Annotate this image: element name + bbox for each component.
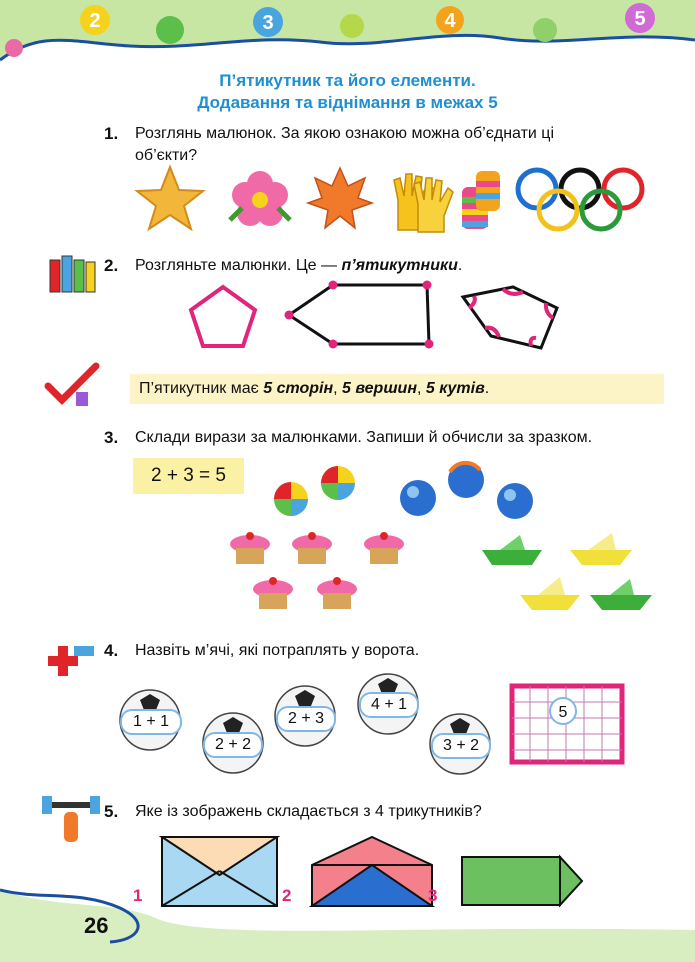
ball-label-3: 2 + 3 <box>276 706 336 732</box>
rule-sep1: , <box>333 380 343 397</box>
task-3-pictures <box>220 455 660 620</box>
striped-ball-image <box>321 466 355 500</box>
task-1-text <box>135 123 665 167</box>
pentagon-with-vertices <box>285 281 434 349</box>
paper-boats-image <box>482 533 652 610</box>
soccer-goal-image <box>512 686 622 762</box>
lesson-title-line2: Додавання та віднімання в межах 5 <box>197 93 498 112</box>
ball-label-1: 1 + 1 <box>120 709 182 735</box>
rule-vertices: 5 вершин <box>342 380 417 397</box>
task-2-text-before: Розгляньте малюнки. Це — <box>135 257 342 274</box>
rule-angles: 5 кутів <box>425 380 485 397</box>
rule-sep2: , <box>416 380 426 397</box>
page-number: 26 <box>84 913 109 938</box>
task-2-number: 2. <box>104 256 119 275</box>
task-1-objects <box>130 165 660 235</box>
header-digit-5: 5 <box>634 8 646 30</box>
example-expression: 2 + 3 = 5 <box>150 465 226 486</box>
cupcakes-image <box>230 532 404 609</box>
option-label-2: 2 <box>282 886 292 905</box>
rule-prefix: П’ятикутник має <box>139 380 264 397</box>
task-3-number: 3. <box>104 428 119 447</box>
task-5-number: 5. <box>104 802 119 821</box>
olympic-rings-image <box>518 170 642 229</box>
pencils-icon <box>48 252 98 300</box>
soccer-balls-and-goal <box>110 670 640 780</box>
task-2-keyword: п’ятикутники <box>341 257 458 274</box>
task-3-text: Склади вирази за малюнками. Запиши й обчисли за зразком. <box>135 429 593 446</box>
task-5-text: Яке із зображень складається з 4 трикутників? <box>135 803 482 820</box>
blue-ball-image <box>400 462 533 519</box>
task-2-text <box>135 255 462 277</box>
maple-leaf-image <box>308 168 372 228</box>
striped-ball-image <box>274 482 308 516</box>
pentagon-with-angles <box>463 287 557 348</box>
task-2-text-after: . <box>457 257 463 274</box>
ball-label-4: 4 + 1 <box>359 692 419 718</box>
rule-suffix: . <box>484 380 490 397</box>
task-4-number: 4. <box>104 641 119 660</box>
task-1-line1: Розглянь малюнок. За якою ознакою можна об’єднати ці <box>135 125 555 142</box>
weightlifter-character-icon <box>42 796 102 852</box>
striped-gloves-image <box>462 171 500 229</box>
option-label-1: 1 <box>133 886 143 905</box>
ball-label-5: 3 + 2 <box>431 733 491 759</box>
checkmark-icon <box>44 362 102 410</box>
lesson-title-line1: П’ятикутник та його елементи. <box>219 71 476 90</box>
goal-number: 5 <box>558 704 568 721</box>
header-digit-4: 4 <box>444 10 456 32</box>
rule-text <box>139 380 489 398</box>
task-1-line2: об’єкти? <box>135 147 198 164</box>
task-4-text: Назвіть м’ячі, які потраплять у ворота. <box>135 642 420 659</box>
regular-pentagon <box>191 287 255 346</box>
header-digit-3: 3 <box>262 12 274 34</box>
plus-character-icon <box>40 640 100 690</box>
header-digit-2: 2 <box>89 10 101 32</box>
rubber-gloves-image <box>394 174 453 232</box>
starfish-image <box>137 167 203 229</box>
flower-image <box>230 171 290 226</box>
ball-label-2: 2 + 2 <box>203 732 263 758</box>
pentagons-figures <box>185 280 565 355</box>
rule-sides: 5 сторін <box>263 380 334 397</box>
option-label-3: 3 <box>428 886 438 905</box>
task-1-number: 1. <box>104 124 119 143</box>
